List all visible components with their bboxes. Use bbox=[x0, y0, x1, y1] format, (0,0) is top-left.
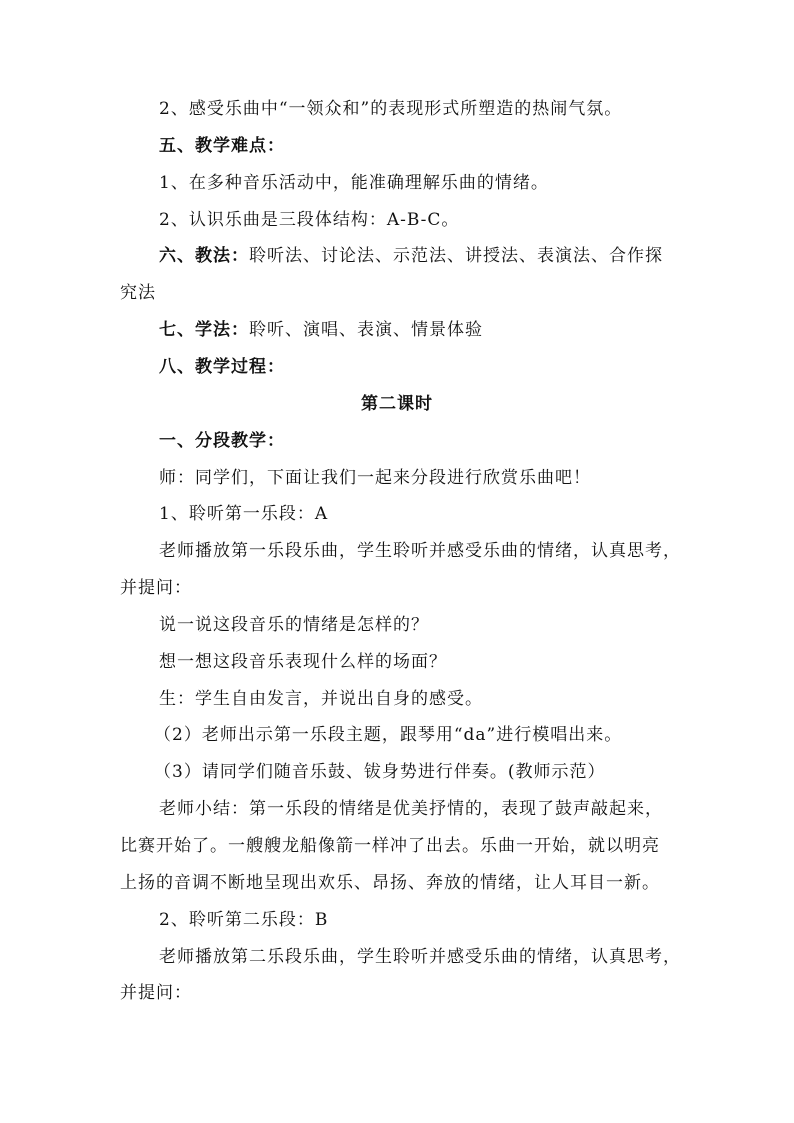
heading-learning-methods: 七、学法： bbox=[159, 320, 249, 340]
paragraph-teaching-methods bbox=[159, 244, 663, 268]
paragraph-goal-2: 2、感受乐曲中“一领众和”的表现形式所塑造的热闹气氛。 bbox=[159, 99, 623, 119]
paragraph-summary-cont-1: 比赛开始了。一艘艘龙船像箭一样冲了出去。乐曲一开始，就以明亮 bbox=[120, 836, 660, 856]
question-emotion: 说一说这段音乐的情绪是怎样的？ bbox=[159, 615, 429, 635]
learning-methods-text: 聆听、演唱、表演、情景体验 bbox=[249, 320, 483, 340]
paragraph-listen-section-b: 2、聆听第二乐段：B bbox=[159, 910, 329, 930]
question-scene: 想一想这段音乐表现什么样的场面？ bbox=[159, 652, 447, 672]
heading-section-teaching: 一、分段教学： bbox=[159, 431, 285, 451]
paragraph-difficulty-2: 2、认识乐曲是三段体结构：A-B-C。 bbox=[159, 210, 460, 230]
paragraph-learning-methods bbox=[159, 318, 483, 342]
heading-teaching-methods: 六、教法： bbox=[159, 246, 249, 266]
paragraph-listen-section-a: 1、聆听第一乐段：A bbox=[159, 504, 329, 524]
paragraph-teacher-intro: 师：同学们，下面让我们一起来分段进行欣赏乐曲吧！ bbox=[159, 468, 591, 488]
paragraph-student-response: 生：学生自由发言，并说出自身的感受。 bbox=[159, 689, 483, 709]
paragraph-play-section-a-cont: 并提问： bbox=[120, 578, 192, 598]
paragraph-step-2: （2）老师出示第一乐段主题，跟琴用“da”进行模唱出来。 bbox=[154, 725, 623, 745]
paragraph-summary-cont-2: 上扬的音调不断地呈现出欢乐、昂扬、奔放的情绪，让人耳目一新。 bbox=[120, 873, 660, 893]
paragraph-play-section-b-cont: 并提问： bbox=[120, 983, 192, 1003]
heading-teaching-process: 八、教学过程： bbox=[159, 357, 285, 377]
paragraph-summary: 老师小结：第一乐段的情绪是优美抒情的，表现了鼓声敲起来， bbox=[159, 799, 663, 819]
section-title-second-lesson: 第二课时 bbox=[361, 394, 433, 414]
teaching-methods-continued: 究法 bbox=[120, 283, 156, 303]
paragraph-play-section-b: 老师播放第二乐段乐曲，学生聆听并感受乐曲的情绪，认真思考， bbox=[159, 947, 681, 967]
teaching-methods-text: 聆听法、讨论法、示范法、讲授法、表演法、合作探 bbox=[249, 246, 663, 266]
heading-teaching-difficulties: 五、教学难点： bbox=[159, 136, 285, 156]
paragraph-play-section-a: 老师播放第一乐段乐曲，学生聆听并感受乐曲的情绪，认真思考， bbox=[159, 541, 681, 561]
paragraph-step-3: （3）请同学们随音乐鼓、钹身势进行伴奏。(教师示范） bbox=[154, 762, 606, 782]
paragraph-difficulty-1: 1、在多种音乐活动中，能准确理解乐曲的情绪。 bbox=[159, 173, 549, 193]
